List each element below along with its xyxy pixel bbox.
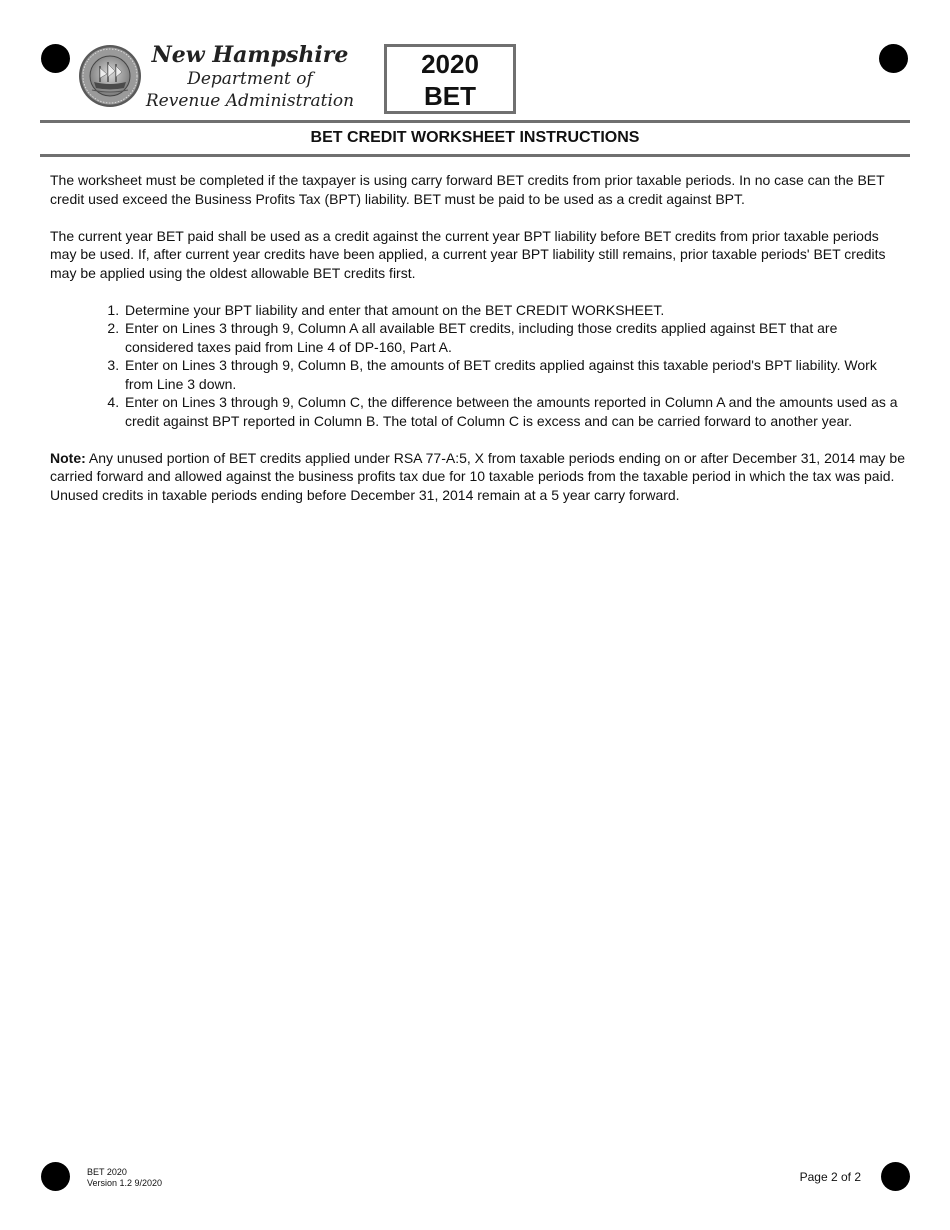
page-number: Page 2 of 2	[799, 1170, 861, 1184]
footer-version: Version 1.2 9/2020	[87, 1178, 163, 1188]
agency-division: Revenue Administration	[145, 91, 355, 111]
nh-state-seal-icon	[78, 44, 142, 108]
title-rule-bottom	[40, 154, 910, 157]
title-rule-top	[40, 120, 910, 123]
note-label: Note:	[50, 449, 86, 466]
steps-list	[50, 301, 906, 431]
footer-form-info	[87, 1167, 162, 1189]
form-code: BET	[424, 81, 476, 111]
list-item: 2. Enter on Lines 3 through 9, Column A all available BET credits, including those credits applied against BET that are considered taxes paid from Line 4 of DP-160, Part A.	[123, 319, 906, 356]
registration-mark-top-right	[879, 44, 908, 73]
form-id-box	[384, 44, 516, 114]
list-item: 4. Enter on Lines 3 through 9, Column C, the difference between the amounts reported in Column A and the amounts used as a credit against BPT reported in Column B. The total of Column C is excess and can be carried forward to another year.	[123, 393, 906, 430]
registration-mark-bottom-left	[41, 1162, 70, 1191]
note-text: Any unused portion of BET credits applied under RSA 77-A:5, X from taxable periods ending on or after December 31, 2014 may be carried forward and allowed against the business profits tax due for 10 taxable periods from the taxable period in which the tax was paid. Unused credits in taxable periods ending before December 31, 2014 remain at a 5 year carry forward.	[50, 449, 906, 503]
page-title: BET CREDIT WORKSHEET INSTRUCTIONS	[310, 129, 640, 146]
footer-form-name: BET 2020	[87, 1167, 127, 1177]
agency-name	[140, 42, 360, 112]
list-item: 3. Enter on Lines 3 through 9, Column B, the amounts of BET credits applied against this taxable period's BPT liability. Work from Line 3 down.	[123, 356, 906, 393]
intro-paragraph: The worksheet must be completed if the taxpayer is using carry forward BET credits from prior taxable periods. In no case can the BET credit used exceed the Business Profits Tax (BPT) liability. BET must be paid to be used as a credit against BPT.	[50, 172, 885, 207]
registration-mark-top-left	[41, 44, 70, 73]
credit-order-paragraph: The current year BET paid shall be used as a credit against the current year BPT liability before BET credits from prior taxable periods may be used. If, after current year credits have been applied, a current year BPT liability still remains, prior taxable periods' BET credits may be applied using the oldest allowable BET credits first.	[50, 227, 886, 281]
registration-mark-bottom-right	[881, 1162, 910, 1191]
form-year: 2020	[421, 49, 479, 79]
agency-department: Department of	[187, 69, 313, 89]
instructions-body	[50, 171, 906, 523]
note-paragraph	[50, 449, 906, 505]
list-item: 1. Determine your BPT liability and enter that amount on the BET CREDIT WORKSHEET.	[123, 301, 906, 320]
agency-state: New Hampshire	[151, 42, 349, 68]
